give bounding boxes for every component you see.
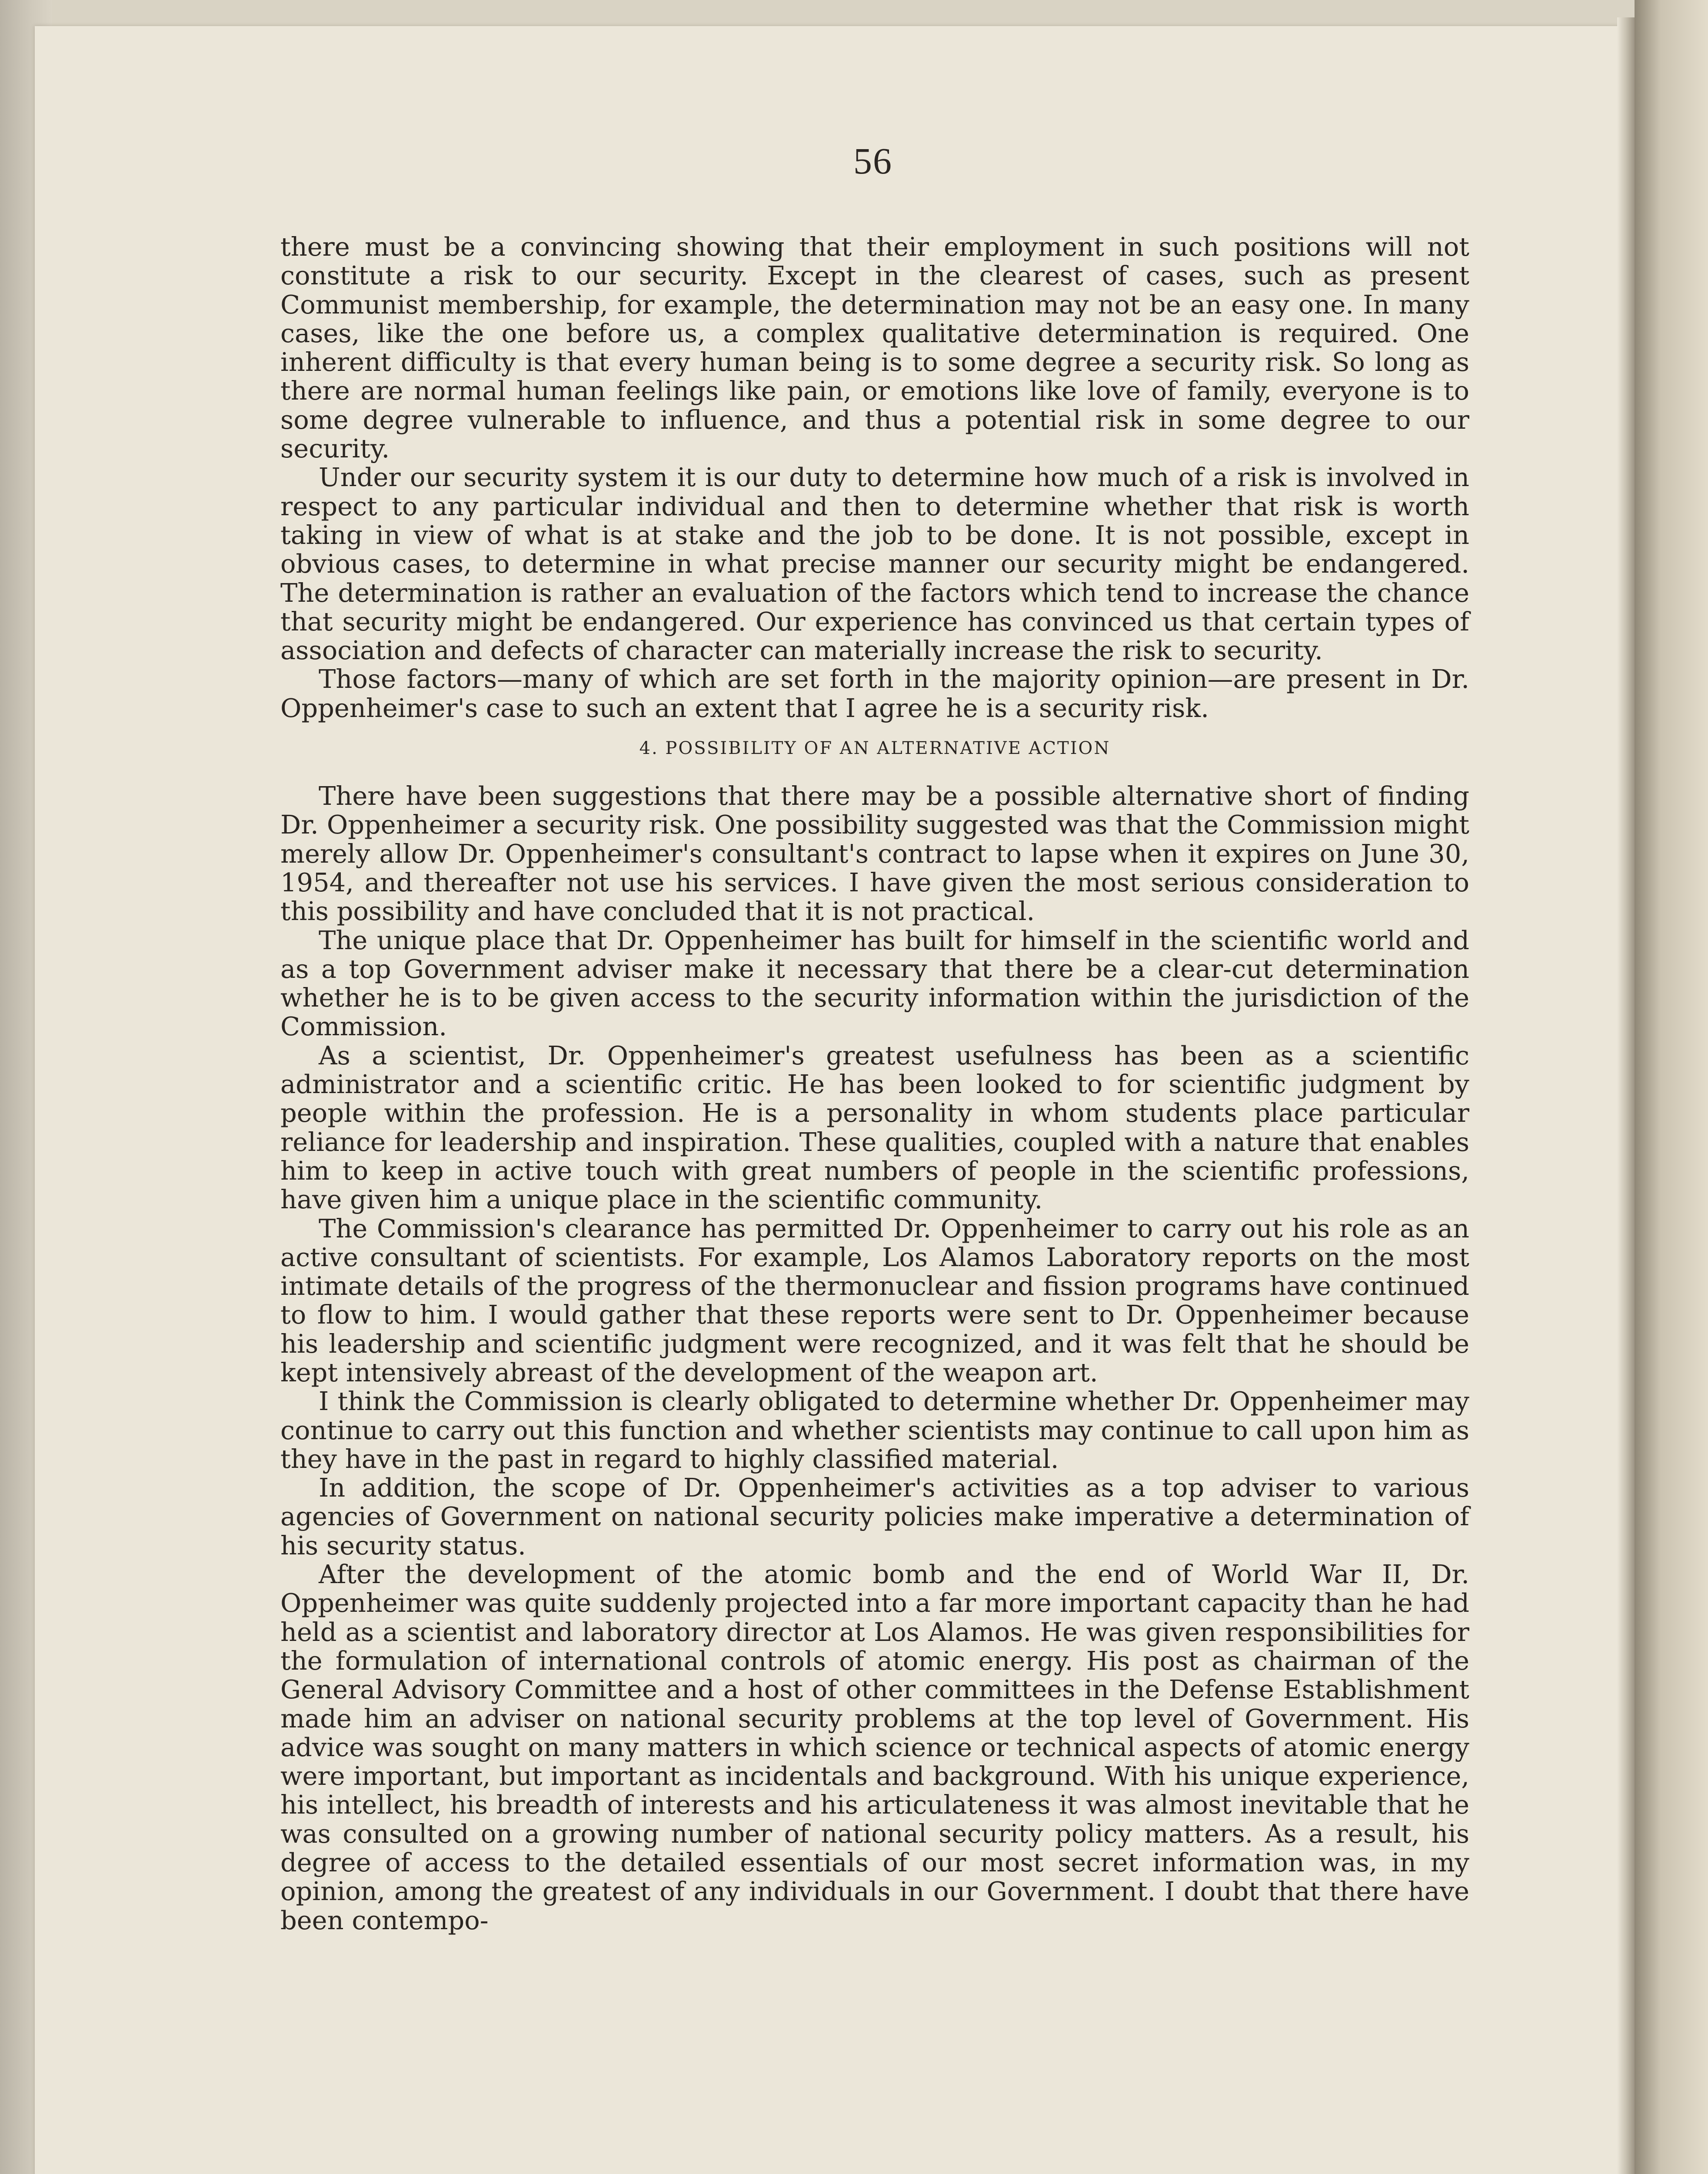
paragraph: Under our security system it is our duty to determine how much of a risk is involved in respect to any particular individual and then to determine whether that risk is worth taking in view of what is at stake and the job to be done. It is not possible, except in obvious cases, to determine in what precise manner our security might be endangered. The determination is rather an evaluation of the factors which tend to increase the chance that security might be endangered. Our experience has convinced us that certain types of association and defects of character can materially increase the risk to security. [280,462,1469,666]
paragraph: I think the Commission is clearly obligated to determine whether Dr. Oppenheimer may continue to carry out this function and whether scientists may continue to call upon him as they have in the past in regard to highly classified material. [280,1386,1469,1474]
page-gutter-shadow [1617,17,1635,2174]
paragraph: After the development of the atomic bomb and the end of World War II, Dr. Oppenheimer was quite suddenly projected into a far more important capacity than he had held as a scientist and laboratory director at Los Alamos. He was given responsibilities for the formulation of international controls of atomic energy. His post as chairman of the General Advisory Committee and a host of other committees in the Defense Establishment made him an adviser on national security problems at the top level of Government. His advice was sought on many matters in which science or technical aspects of atomic energy were important, but important as incidentals and background. With his unique experience, his intellect, his breadth of interests and his articulateness it was almost inevitable that he was consulted on a growing number of national security policy matters. As a result, his degree of access to the detailed essentials of our most secret information was, in my opinion, among the greatest of any individuals in our Government. I doubt that there have been contempo- [280,1559,1469,1935]
paragraph: There have been suggestions that there may be a possible alternative short of finding Dr. Oppenheimer a security risk. One possibility suggested was that the Commission might merely allow Dr. Oppenheimer's consultant's contract to lapse when it expires on June 30, 1954, and thereafter not use his services. I have given the most serious consideration to this possibility and have concluded that it is not practical. [280,781,1469,927]
paragraph: Those factors—many of which are set forth in the majority opinion—are present in Dr. Oppenheimer's case to such an extent that I agree he is a security risk. [280,664,1469,723]
body-text [280,233,1469,1935]
paragraph: The unique place that Dr. Oppenheimer has built for himself in the scientific world and as a top Government adviser make it necessary that there be a clear-cut determination whether he is to be given access to the security information within the jurisdiction of the Commission. [280,925,1469,1042]
section-heading: 4. POSSIBILITY OF AN ALTERNATIVE ACTION [639,738,1111,759]
paragraph: In addition, the scope of Dr. Oppenheimer's activities as a top adviser to various agencies of Government on national security policies make imperative a determination of his security status. [280,1473,1469,1560]
paragraph: As a scientist, Dr. Oppenheimer's greatest usefulness has been as a scientific administrator and a scientific critic. He has been looked to for scientific judgment by people within the profession. He is a personality in whom students place particular reliance for leadership and inspiration. These qualities, coupled with a nature that enables him to keep in active touch with great numbers of people in the scientific professions, have given him a unique place in the scientific community. [280,1040,1469,1215]
facing-page-edge [1635,0,1708,2174]
paragraph-continuation: there must be a convincing showing that their employment in such positions will not constitute a risk to our security. Except in the clearest of cases, such as present Communist membership, for example, the determination may not be an easy one. In many cases, like the one before us, a complex qualitative determination is required. One inherent difficulty is that every human being is to some degree a security risk. So long as there are normal human feelings like pain, or emotions like love of family, everyone is to some degree vulnerable to influence, and thus a potential risk in some degree to our security. [280,232,1469,464]
paragraph: The Commission's clearance has permitted Dr. Oppenheimer to carry out his role as an active consultant of scientists. For example, Los Alamos Laboratory reports on the most intimate details of the progress of the thermonuclear and fission programs have continued to flow to him. I would gather that these reports were sent to Dr. Oppenheimer because his leadership and scientific judgment were recognized, and it was felt that he should be kept intensively abreast of the development of the weapon art. [280,1213,1469,1387]
page-number: 56 [853,140,892,182]
